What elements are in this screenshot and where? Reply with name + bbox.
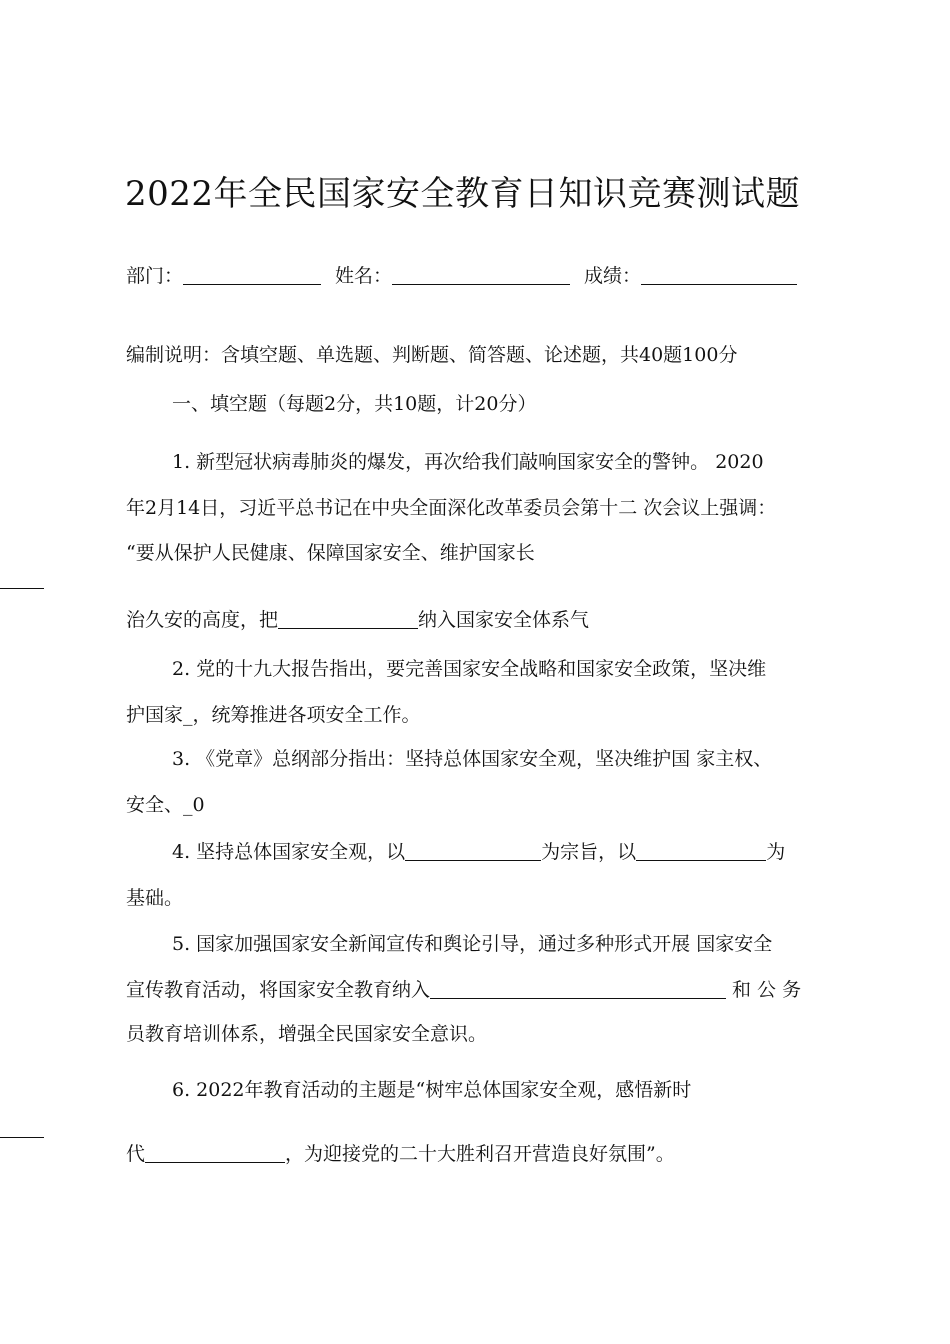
header-form [126, 264, 797, 288]
q5-text-b: 和 公 务 [732, 979, 802, 1001]
margin-mark [0, 588, 44, 589]
score-label: 成绩： [584, 265, 642, 287]
score-blank[interactable] [641, 266, 797, 285]
q6-blank[interactable] [145, 1144, 285, 1163]
q1-line4 [126, 608, 589, 632]
q2-line2: 护国家_，统筹推进各项安全工作。 [126, 704, 421, 726]
q6-text-b: ，为迎接党的二十大胜利召开营造良好氛围”。 [285, 1143, 675, 1165]
q5-text-a: 宣传教育活动，将国家安全教育纳入 [126, 979, 431, 1001]
q4-blank-2[interactable] [636, 842, 766, 861]
q5-line2 [126, 978, 801, 1002]
q1-answer-blank[interactable] [278, 610, 418, 629]
q6-line1: 6. 2022年教育活动的主题是“树牢总体国家安全观，感悟新时 [172, 1079, 692, 1101]
q5-line1: 5. 国家加强国家安全新闻宣传和舆论引导，通过多种形式开展 国家安全 [172, 933, 773, 955]
q4-text-a: 4. 坚持总体国家安全观，以 [172, 841, 406, 863]
page-title: 2022年全民国家安全教育日知识竞赛测试题 [125, 174, 801, 214]
q5-line3: 员教育培训体系，增强全民国家安全意识。 [126, 1023, 488, 1045]
q4-text-c: 为 [766, 841, 786, 863]
q5-blank[interactable] [430, 980, 726, 999]
q3-line2: 安全、_0 [126, 794, 205, 816]
dept-label: 部门： [126, 265, 184, 287]
q4-text-b: 为宗旨，以 [541, 841, 637, 863]
dept-blank[interactable] [183, 266, 321, 285]
name-label: 姓名： [335, 265, 393, 287]
q1-line2: 年2月14日，习近平总书记在中央全面深化改革委员会第十二 次会议上强调： [126, 497, 777, 519]
q2-line1: 2. 党的十九大报告指出，要完善国家安全战略和国家安全政策，坚决维 [172, 658, 767, 680]
q6-text-a: 代 [126, 1143, 146, 1165]
name-blank[interactable] [392, 266, 570, 285]
q6-line2 [126, 1142, 675, 1166]
q4-blank-1[interactable] [405, 842, 541, 861]
section-heading: 一、填空题（每题2分，共10题，计20分） [172, 393, 537, 415]
q1-line4-text-a: 治久安的高度，把 [126, 609, 279, 631]
intro-text: 编制说明：含填空题、单选题、判断题、简答题、论述题，共40题100分 [126, 344, 738, 366]
margin-mark [0, 1137, 44, 1138]
q3-line1: 3. 《党章》总纲部分指出：坚持总体国家安全观，坚决维护国 家主权、 [172, 748, 773, 770]
q4-line1 [172, 840, 785, 864]
q4-line2: 基础。 [126, 887, 184, 909]
q1-line1: 1. 新型冠状病毒肺炎的爆发，再次给我们敲响国家安全的警钟。 2020 [172, 451, 764, 473]
q1-line3: “要从保护人民健康、保障国家安全、维护国家长 [126, 542, 535, 564]
q1-line4-text-b: 纳入国家安全体系气 [418, 609, 590, 631]
